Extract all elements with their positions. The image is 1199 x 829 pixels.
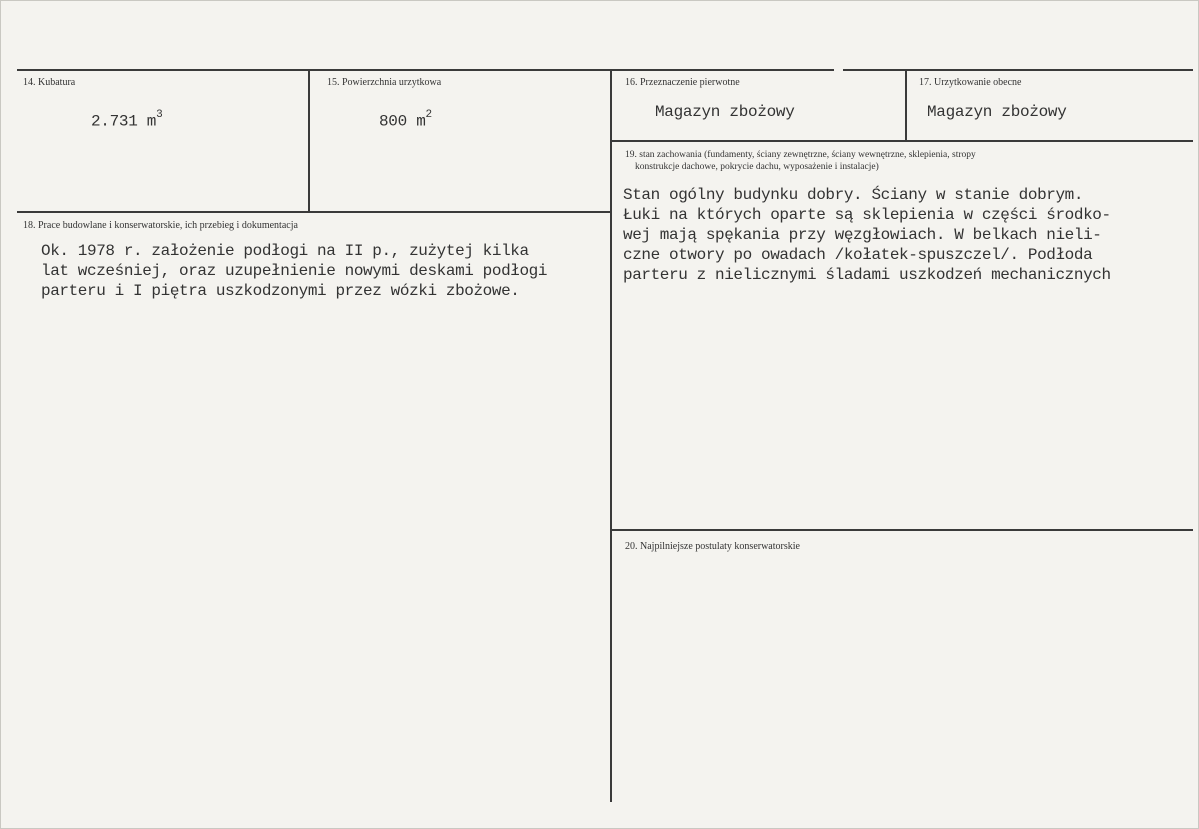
field-16-value: Magazyn zbożowy [655, 103, 795, 121]
field-18-label: 18. Prace budowlane i konserwatorskie, ich przebieg i dokumentacja [23, 220, 298, 231]
field-19-line-3: wej mają spękania przy węzgłowiach. W belkach nieli- [623, 226, 1102, 244]
field-18-text [41, 241, 547, 301]
field-19-line-4: czne otwory po owadach /kołatek-spuszczel/. Podłoda [623, 246, 1093, 264]
field-18-line-3: parteru i I piętra uszkodzonymi przez wózki zbożowe. [41, 282, 520, 300]
field-19-line-2: Łuki na których oparte są sklepienia w części środko- [623, 206, 1111, 224]
field-19-label-line-1: 19. stan zachowania (fundamenty, ściany zewnętrzne, ściany wewnętrzne, sklepienia, stropy [625, 150, 976, 160]
field-15-label: 15. Powierzchnia urzytkowa [327, 77, 442, 88]
field-17-value: Magazyn zbożowy [927, 103, 1067, 121]
field-14-number: 2.731 m [91, 112, 157, 131]
field-18-line-1: Ok. 1978 r. założenie podłogi na II p., zużytej kilka [41, 242, 529, 260]
rule-under-19 [612, 529, 1193, 531]
field-15-exponent: 2 [425, 109, 432, 121]
field-14-exponent: 3 [156, 109, 163, 121]
field-14-value [91, 111, 162, 130]
rule-under-14-15 [17, 211, 611, 213]
field-16-label: 16. Przeznaczenie pierwotne [625, 77, 740, 88]
field-19-line-1: Stan ogólny budynku dobry. Ściany w stanie dobrym. [623, 186, 1084, 204]
field-19-line-5: parteru z nielicznymi śladami uszkodzeń mechanicznych [623, 266, 1111, 284]
top-rule-right [843, 69, 1193, 71]
divider-14-15 [308, 71, 310, 211]
field-18-line-2: lat wcześniej, oraz uzupełnienie nowymi deskami podłogi [41, 262, 548, 280]
top-rule-left [17, 69, 834, 71]
divider-16-17 [905, 71, 907, 141]
field-17-label: 17. Urzytkowanie obecne [919, 77, 1022, 88]
field-15-value [379, 111, 432, 130]
field-14-label: 14. Kubatura [23, 77, 76, 88]
main-divider [610, 69, 612, 802]
field-20-label: 20. Najpilniejsze postulaty konserwatorskie [625, 541, 800, 552]
field-19-label-line-2: konstrukcje dachowe, pokrycie dachu, wyposażenie i instalacje) [635, 162, 879, 172]
field-19-text [623, 185, 1111, 285]
rule-under-16-17 [612, 140, 1193, 142]
field-15-number: 800 m [379, 112, 426, 131]
